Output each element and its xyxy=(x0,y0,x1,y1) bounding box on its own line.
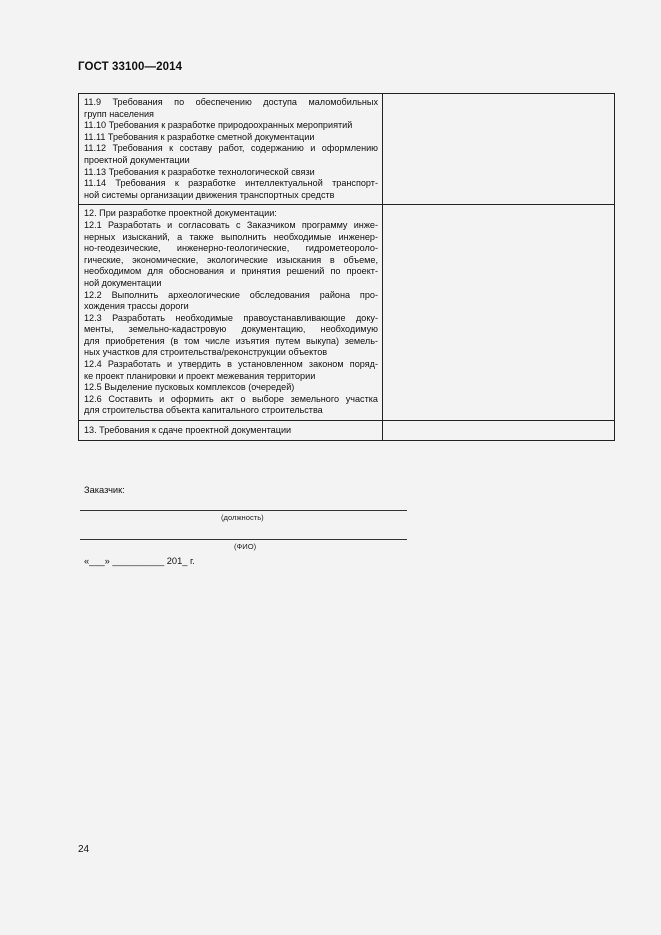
requirement-text-cell xyxy=(79,205,383,421)
table-row xyxy=(79,94,615,205)
page-number: 24 xyxy=(78,844,90,855)
text-line: 12. При разработке проектной документации: xyxy=(84,208,277,219)
text-line: 12.2 Выполнить археологические обследования района про- xyxy=(84,289,378,300)
document-code: ГОСТ 33100—2014 xyxy=(78,61,183,73)
name-signature-line xyxy=(80,539,407,540)
text-line: 11.9 Требования по обеспечению доступа маломобильных xyxy=(84,97,378,107)
text-line: проектной документации xyxy=(84,154,190,165)
text-line: ной документации xyxy=(84,277,162,288)
text-line: гические, экономические, экологические изыскания в объеме, xyxy=(84,254,378,265)
requirements-table xyxy=(78,93,615,441)
position-caption: (должность) xyxy=(221,513,264,522)
text-line: 12.4 Разработать и утвердить в установленном законом поряд- xyxy=(84,359,378,370)
text-line: 11.13 Требования к разработке технологической связи xyxy=(84,166,315,177)
text-line: 11.12 Требования к составу работ, содержанию и оформлению xyxy=(84,143,378,154)
requirement-value-cell xyxy=(383,94,615,205)
customer-label: Заказчик: xyxy=(84,485,125,495)
requirement-value-cell xyxy=(383,205,615,421)
text-line: 11.10 Требования к разработке природоохранных мероприятий xyxy=(84,120,353,131)
text-line: 12.1 Разработать и согласовать с Заказчиком программу инже- xyxy=(84,219,378,230)
text-line: ной системы организации движения транспортных средств xyxy=(84,189,335,200)
name-caption: (ФИО) xyxy=(234,542,257,551)
text-line: для строительства объекта капитального строительства xyxy=(84,405,323,416)
text-line: необходимом для обоснования и принятия решений по проект- xyxy=(84,266,378,277)
text-line: групп населения xyxy=(84,108,154,119)
text-line: 13. Требования к сдаче проектной документации xyxy=(84,425,292,436)
text-line: 12.3 Разработать необходимые правоустанавливающие доку- xyxy=(84,312,378,323)
requirement-text-cell xyxy=(79,421,383,441)
text-line: хождения трассы дороги xyxy=(84,301,189,312)
text-line: нерных изысканий, а также выполнить необходимые инженер- xyxy=(84,231,378,242)
requirement-value-cell xyxy=(383,421,615,441)
date-line: «___» __________ 201_ г. xyxy=(84,556,195,566)
text-line: 11.14 Требования к разработке интеллектуальной транспорт- xyxy=(84,178,378,189)
requirement-text-cell xyxy=(79,94,383,205)
text-line: 11.11 Требования к разработке сметной документации xyxy=(84,131,315,142)
text-line: но-геодезические, инженерно-геологические, гидрометеороло- xyxy=(84,243,378,254)
table-row xyxy=(79,421,615,441)
text-line: 12.6 Составить и оформить акт о выборе земельного участка xyxy=(84,393,378,404)
text-line: 12.5 Выделение пусковых комплексов (очередей) xyxy=(84,382,295,393)
position-signature-line xyxy=(80,510,407,511)
table-row xyxy=(79,205,615,421)
text-line: ных участков для строительства/реконструкции объектов xyxy=(84,347,328,358)
text-line: ке проект планировки и проект межевания территории xyxy=(84,370,316,381)
text-line: для приобретения (в том числе изъятия путем выкупа) земель- xyxy=(84,335,378,346)
text-line: менты, земельно-кадастровую документацию, необходимую xyxy=(84,324,378,335)
